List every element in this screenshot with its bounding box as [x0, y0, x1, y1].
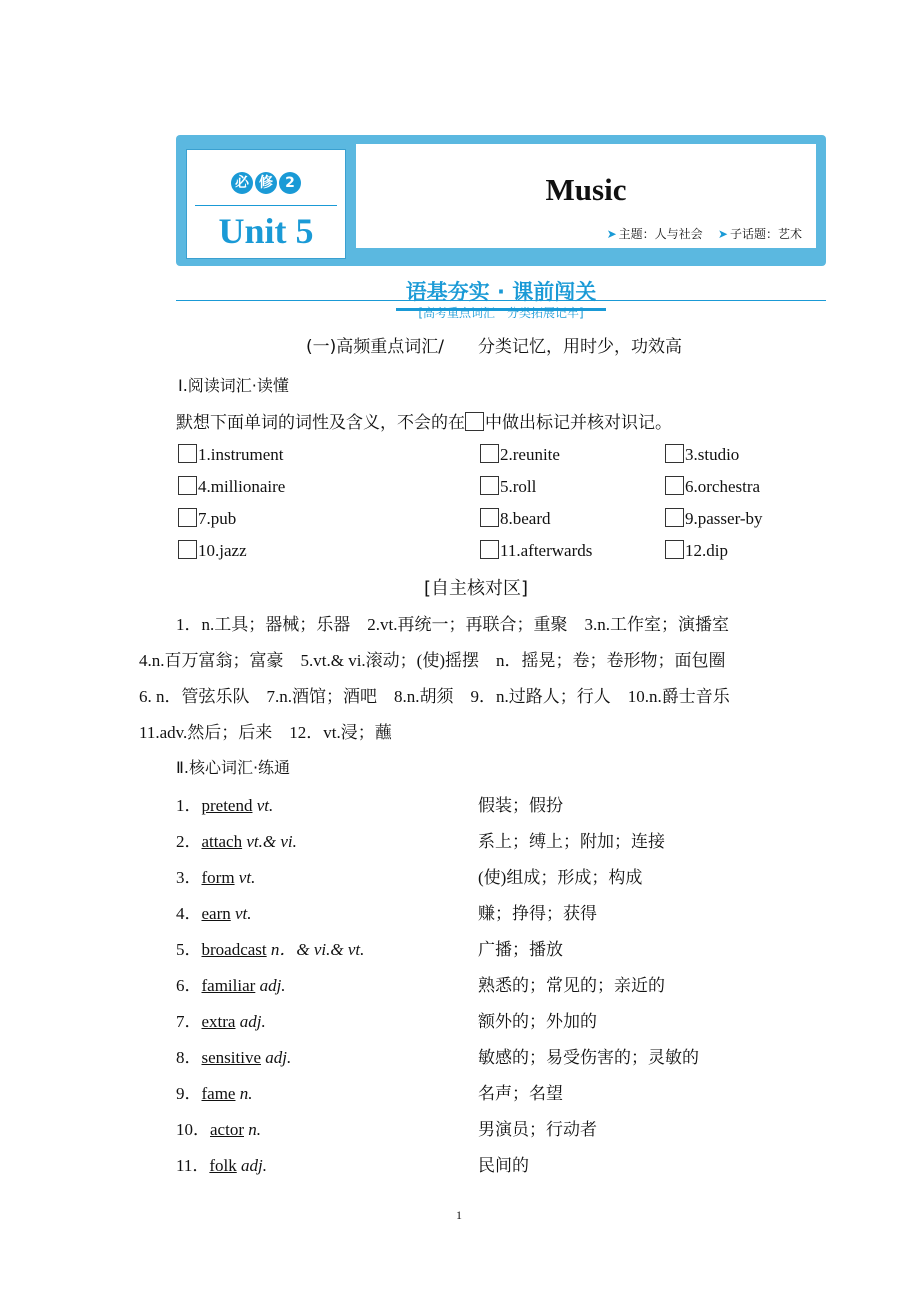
- part1-heading: (一)高频重点词汇/ 分类记忆，用时少，功效高: [306, 337, 682, 357]
- vocab-word: folk: [209, 1156, 237, 1175]
- checkbox[interactable]: [480, 444, 499, 463]
- vocab-word: actor: [210, 1120, 244, 1139]
- word-text: 2.reunite: [500, 445, 560, 464]
- vocab-word: broadcast: [201, 940, 267, 959]
- word-text: 9.passer-by: [685, 509, 763, 528]
- vocab-term: [176, 1079, 252, 1104]
- vocab-number: 5．: [176, 940, 202, 959]
- title-box: [356, 144, 816, 248]
- vocab-word: attach: [201, 832, 243, 851]
- vocab-meaning: 赚；挣得；获得: [478, 904, 597, 923]
- word-item[interactable]: [665, 476, 760, 497]
- instruction-text: 中做出标记并核对识记。: [485, 413, 672, 433]
- vocab-word: familiar: [201, 976, 256, 995]
- vocab-term: [176, 791, 273, 816]
- section-rule: [176, 300, 826, 301]
- vocab-meaning: 额外的；外加的: [478, 1012, 597, 1031]
- vocab-number: 10．: [176, 1120, 210, 1139]
- topic: 主题：人与社会: [618, 227, 703, 241]
- check-area-label: [自主核对区]: [424, 578, 529, 599]
- book-badge: [187, 172, 345, 194]
- vocab-term: [176, 971, 286, 996]
- vocab-meaning: 名声；名望: [478, 1084, 563, 1103]
- badge-char: 修: [255, 172, 277, 194]
- topics: [607, 225, 802, 242]
- vocab-meaning: 民间的: [478, 1156, 529, 1175]
- word-item[interactable]: [665, 540, 728, 561]
- word-text: 4.millionaire: [198, 477, 286, 496]
- word-text: 5.roll: [500, 477, 537, 496]
- vocab-meaning: (使)组成；形成；构成: [478, 868, 643, 887]
- word-text: 10.jazz: [198, 541, 247, 560]
- vocab-pos: vt.& vi.: [242, 832, 297, 851]
- checkbox[interactable]: [178, 540, 197, 559]
- checkbox-icon: [465, 412, 484, 431]
- section-subtitle: [高考重点词汇 分类拓展记牢]: [418, 306, 584, 320]
- word-item[interactable]: [480, 476, 536, 497]
- unit-label: Unit 5: [218, 211, 314, 251]
- vocab-number: 4．: [176, 904, 202, 923]
- unit-banner: [176, 135, 826, 266]
- vocab-number: 1．: [176, 796, 202, 815]
- vocab-meaning: 敏感的；易受伤害的；灵敏的: [478, 1048, 699, 1067]
- word-item[interactable]: [178, 476, 285, 497]
- vocab-term: [176, 1115, 261, 1140]
- vocab-term: [176, 827, 297, 852]
- vocab-term: [176, 1151, 267, 1176]
- vocab-meaning: 系上；缚上；附加；连接: [478, 832, 665, 851]
- checkbox[interactable]: [178, 508, 197, 527]
- vocab-word: earn: [201, 904, 231, 923]
- answer-line: 6. n．管弦乐队 7.n.酒馆；酒吧 8.n.胡须 9．n.过路人；行人 10.n.爵士音乐: [139, 687, 730, 706]
- instruction: [176, 408, 672, 433]
- word-text: 7.pub: [198, 509, 237, 528]
- badge-char: 必: [231, 172, 253, 194]
- arrow-icon: ➤: [717, 227, 728, 241]
- answer-line: 4.n.百万富翁；富豪 5.vt.& vi.滚动；(使)摇摆 n．摇晃；卷；卷形物；面包圈: [139, 651, 726, 670]
- vocab-term: [176, 935, 364, 960]
- word-item[interactable]: [480, 540, 592, 561]
- part1-subheading: Ⅰ.阅读词汇·读懂: [178, 376, 289, 395]
- word-item[interactable]: [178, 444, 283, 465]
- checkbox[interactable]: [480, 540, 499, 559]
- vocab-pos: vt.: [234, 868, 256, 887]
- checkbox[interactable]: [665, 444, 684, 463]
- word-text: 1.instrument: [198, 445, 284, 464]
- vocab-meaning: 男演员；行动者: [478, 1120, 597, 1139]
- answer-line: 11.adv.然后；后来 12．vt.浸；蘸: [139, 723, 392, 742]
- word-item[interactable]: [665, 444, 739, 465]
- vocab-word: sensitive: [201, 1048, 261, 1067]
- vocab-pos: adj.: [236, 1156, 267, 1175]
- vocab-number: 9．: [176, 1084, 202, 1103]
- unit-box: [186, 149, 346, 259]
- word-item[interactable]: [480, 508, 551, 529]
- word-text: 12.dip: [685, 541, 728, 560]
- vocab-number: 6．: [176, 976, 202, 995]
- checkbox[interactable]: [480, 508, 499, 527]
- subtopic: 子话题：艺术: [729, 227, 802, 241]
- vocab-meaning: 广播；播放: [478, 940, 563, 959]
- page-number: 1: [456, 1208, 462, 1222]
- word-text: 6.orchestra: [685, 477, 761, 496]
- vocab-number: 8．: [176, 1048, 202, 1067]
- checkbox[interactable]: [665, 476, 684, 495]
- part2-heading: Ⅱ.核心词汇·练通: [176, 758, 291, 777]
- vocab-word: pretend: [201, 796, 253, 815]
- checkbox[interactable]: [665, 508, 684, 527]
- vocab-pos: adj.: [255, 976, 286, 995]
- vocab-number: 2．: [176, 832, 202, 851]
- checkbox[interactable]: [178, 444, 197, 463]
- vocab-number: 3．: [176, 868, 202, 887]
- vocab-word: fame: [201, 1084, 236, 1103]
- vocab-number: 7．: [176, 1012, 202, 1031]
- vocab-term: [176, 1007, 266, 1032]
- word-item[interactable]: [480, 444, 560, 465]
- word-text: 3.studio: [685, 445, 740, 464]
- divider: [195, 205, 337, 206]
- instruction-text: 默想下面单词的词性及含义，不会的在: [176, 413, 465, 433]
- vocab-pos: vt.: [252, 796, 274, 815]
- word-item[interactable]: [665, 508, 763, 529]
- checkbox[interactable]: [178, 476, 197, 495]
- vocab-term: [176, 899, 252, 924]
- checkbox[interactable]: [665, 540, 684, 559]
- checkbox[interactable]: [480, 476, 499, 495]
- vocab-number: 11．: [176, 1156, 210, 1175]
- vocab-word: form: [201, 868, 235, 887]
- word-text: 11.afterwards: [500, 541, 593, 560]
- vocab-pos: vt.: [230, 904, 252, 923]
- vocab-word: extra: [201, 1012, 236, 1031]
- vocab-pos: n．& vi.& vt.: [266, 940, 365, 959]
- arrow-icon: ➤: [606, 227, 617, 241]
- vocab-pos: adj.: [235, 1012, 266, 1031]
- vocab-pos: n.: [243, 1120, 261, 1139]
- vocab-term: [176, 863, 255, 888]
- vocab-pos: adj.: [261, 1048, 292, 1067]
- answer-line: 1．n.工具；器械；乐器 2.vt.再统一；再联合；重聚 3.n.工作室；演播室: [176, 615, 729, 634]
- section-title: 语基夯实 · 课前闯关: [396, 276, 607, 311]
- unit-title: Music: [545, 172, 627, 207]
- vocab-meaning: 熟悉的；常见的；亲近的: [478, 976, 665, 995]
- vocab-term: [176, 1043, 291, 1068]
- word-item[interactable]: [178, 540, 247, 561]
- word-item[interactable]: [178, 508, 236, 529]
- vocab-meaning: 假装；假扮: [478, 796, 563, 815]
- badge-char: 2: [279, 172, 301, 194]
- word-text: 8.beard: [500, 509, 551, 528]
- vocab-pos: n.: [235, 1084, 253, 1103]
